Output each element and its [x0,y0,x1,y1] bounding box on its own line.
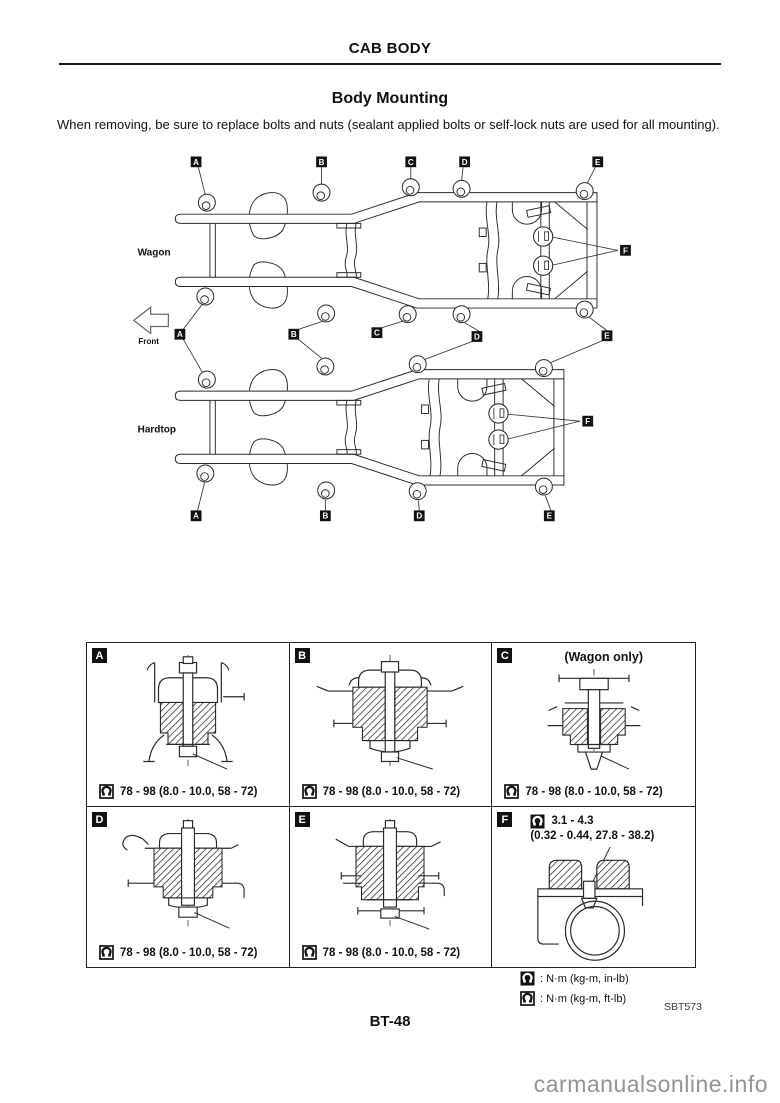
svg-text:A: A [193,157,200,167]
panel-c [492,643,695,807]
svg-text:B: B [322,511,329,521]
torque-wrench-inlb-icon [520,971,535,986]
svg-text:C: C [374,328,380,338]
legend-ftlb-text: : N·m (kg-m, ft-lb) [540,992,627,1005]
panel-b-torque: 78 - 98 (8.0 - 10.0, 58 - 72) [322,785,461,798]
svg-text:F: F [585,417,591,427]
panel-d-label: D [92,812,107,827]
panel-d [87,807,290,967]
marker-mid-e [602,330,613,341]
marker-bottom-a [191,510,202,521]
mount-detail-grid [86,642,696,968]
svg-text:D: D [461,157,468,167]
panel-b [290,643,493,807]
legend-inlb-text: : N·m (kg-m, in-lb) [540,972,629,985]
panel-e-label: E [295,812,310,827]
torque-wrench-ftlb-icon [99,945,114,960]
clamp-cross-section-f [499,847,689,965]
panel-b-label: B [295,648,310,663]
marker-top-c [405,156,416,167]
torque-wrench-ftlb-icon [504,784,519,799]
svg-text:B: B [318,157,325,167]
panel-e [290,807,493,967]
panel-f-torque-nm: 3.1 - 4.3 [551,815,594,827]
mount-cross-section-e [295,817,485,931]
hardtop-f-mounts [489,404,508,449]
panel-f-torque-detail: (0.32 - 0.44, 27.8 - 38.2) [530,830,655,842]
header-rule [59,63,721,65]
svg-text:D: D [474,332,480,342]
marker-top-d [459,156,470,167]
page-number: BT-48 [369,1013,411,1030]
torque-wrench-ftlb-icon [520,991,535,1006]
mount-cross-section-b [295,653,485,771]
mount-cross-section-d [93,817,283,931]
hardtop-f-label [508,414,593,439]
marker-top-a [191,156,202,167]
svg-text:C: C [407,157,414,167]
torque-wrench-ftlb-icon [99,784,114,799]
svg-text:E: E [604,331,610,341]
marker-mid-d [472,331,483,342]
marker-top-e [592,156,603,167]
panel-c-note: (Wagon only) [564,650,643,664]
bottom-marker-row [191,483,555,521]
torque-wrench-inlb-icon [530,814,545,829]
svg-text:A: A [177,330,183,340]
panel-d-torque-row [99,945,257,960]
panel-c-label: C [497,648,512,663]
svg-text:E: E [595,157,601,167]
mount-cross-section-a [93,653,283,771]
svg-text:A: A [193,511,200,521]
figure-reference: SBT573 [664,1001,702,1013]
marker-bottom-e [544,510,555,521]
legend-inlb [520,971,629,986]
intro-paragraph: When removing, be sure to replace bolts and nuts (sealant applied bolts or self-lock nuts are used for all mounting). [57,117,720,132]
svg-text:D: D [416,511,423,521]
body-mounting-frame-diagram [0,148,780,642]
wagon-frame [138,179,597,323]
mount-cross-section-c [499,667,689,771]
legend-ftlb [520,991,626,1006]
svg-text:F: F [622,246,628,256]
marker-bottom-d [414,510,425,521]
panel-d-torque: 78 - 98 (8.0 - 10.0, 58 - 72) [120,946,258,959]
page-title: Body Mounting [331,90,449,107]
front-arrow-icon [134,307,169,333]
front-direction [134,307,169,346]
wagon-f-mounts [534,227,553,275]
marker-bottom-b [320,510,331,521]
torque-wrench-ftlb-icon [302,945,317,960]
panel-f-torque-block [530,814,654,844]
panel-c-torque: 78 - 98 (8.0 - 10.0, 58 - 72) [525,785,663,798]
panel-a-label: A [92,648,107,663]
svg-text:B: B [290,330,297,340]
panel-e-torque: 78 - 98 (8.0 - 10.0, 58 - 72) [322,946,461,959]
top-marker-row [191,156,603,194]
panel-a [87,643,290,807]
panel-f [492,807,695,967]
panel-b-torque-row [302,784,460,799]
svg-text:E: E [546,511,552,521]
marker-top-b [316,156,327,167]
marker-mid-a [175,329,186,340]
section-header: CAB BODY [348,40,432,57]
wagon-label: Wagon [137,247,171,259]
watermark: carmanualsonline.info [533,1071,768,1097]
panel-a-torque-row [99,784,257,799]
torque-wrench-ftlb-icon [302,784,317,799]
marker-mid-b [288,329,299,340]
panel-c-torque-row [504,784,662,799]
panel-e-torque-row [302,945,460,960]
wagon-f-label [553,237,631,265]
panel-a-torque: 78 - 98 (8.0 - 10.0, 58 - 72) [120,785,258,798]
hardtop-label: Hardtop [137,424,176,436]
front-label: Front [138,337,159,347]
panel-f-label: F [497,812,512,827]
marker-mid-c [372,327,383,338]
hardtop-frame [138,356,564,500]
